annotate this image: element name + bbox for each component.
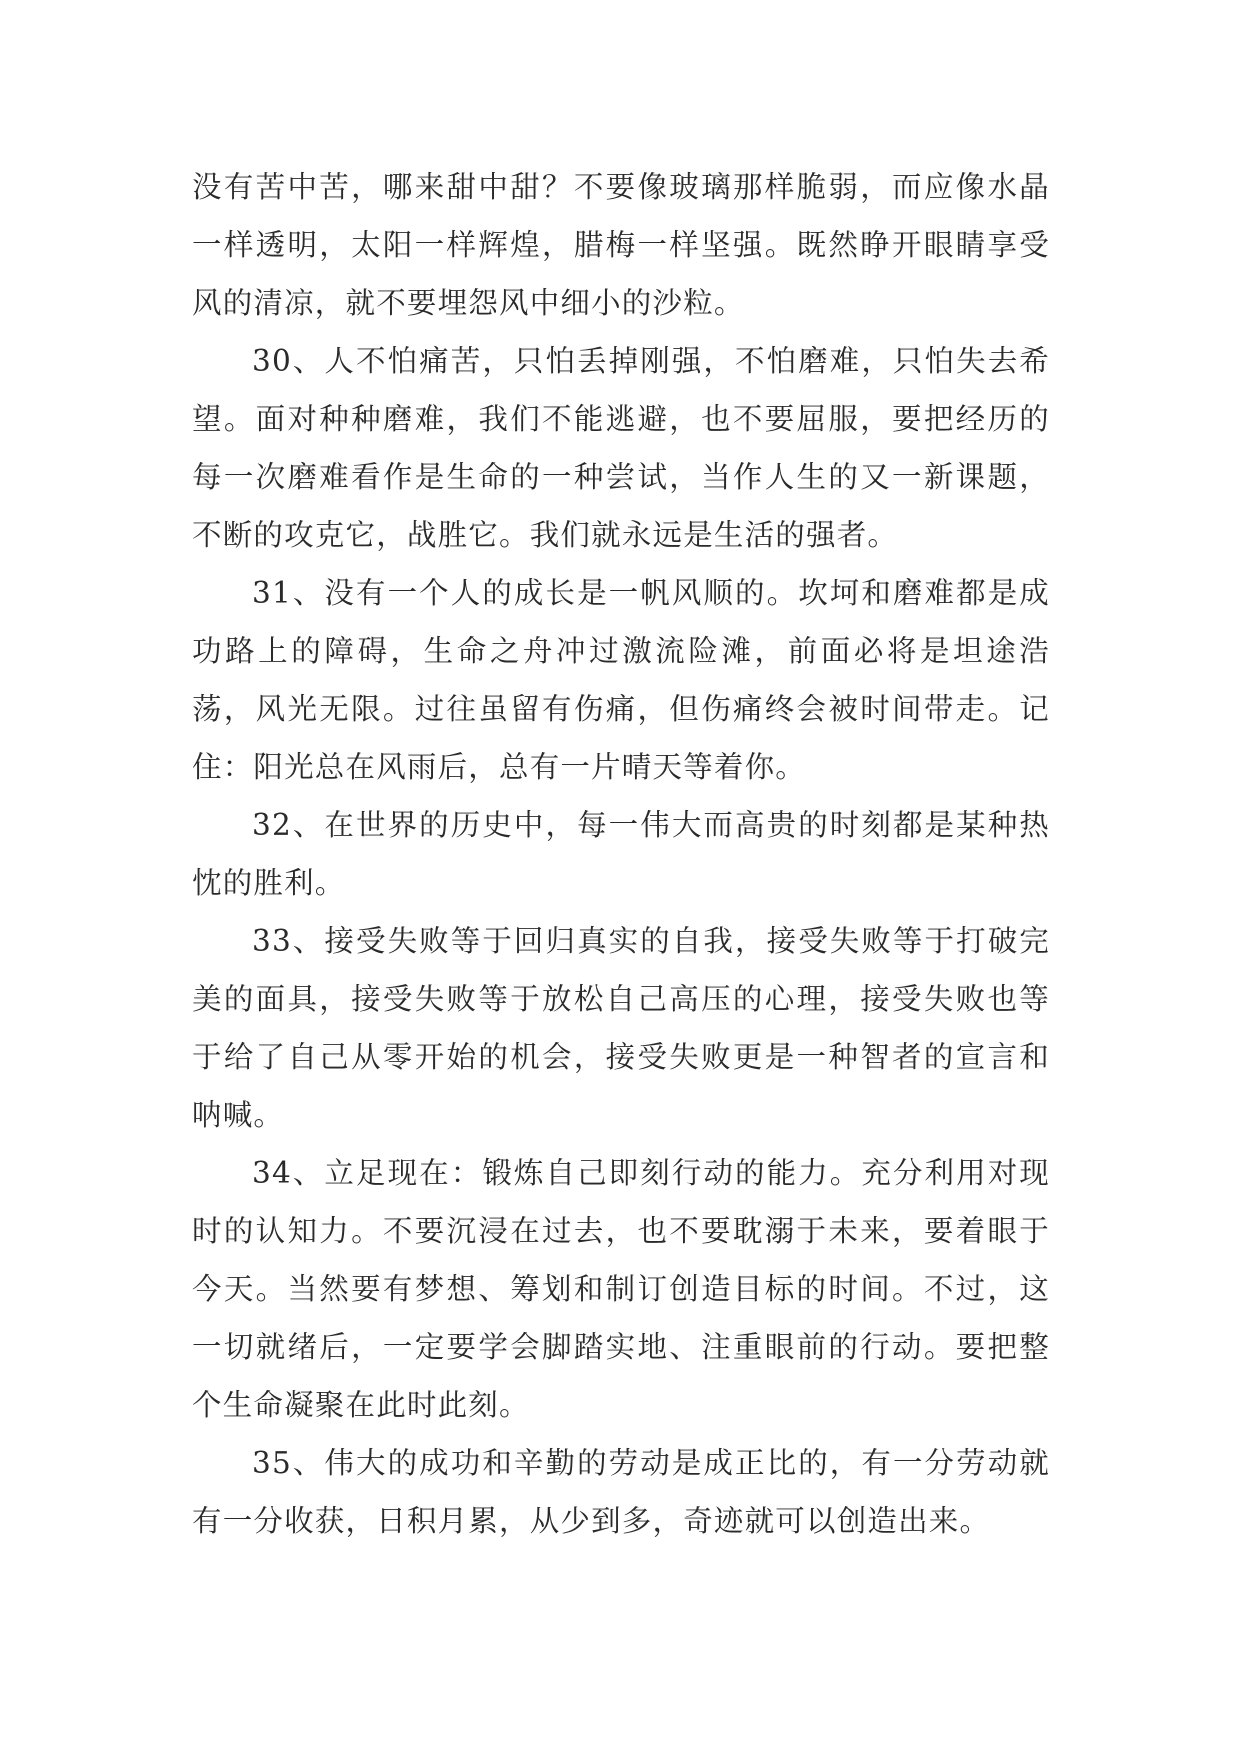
paragraph-31: 31、没有一个人的成长是一帆风顺的。坎坷和磨难都是成功路上的障碍，生命之舟冲过激流险滩，前面必将是坦途浩荡，风光无限。过往虽留有伤痛，但伤痛终会被时间带走。记住：阳光总在风雨后，总有一片晴天等着你。 (192, 576, 1050, 784)
paragraph-continuation: 没有苦中苦，哪来甜中甜？不要像玻璃那样脆弱，而应像水晶一样透明，太阳一样辉煌，腊梅一样坚强。既然睁开眼睛享受风的清凉，就不要埋怨风中细小的沙粒。 (192, 170, 1050, 320)
paragraph-30: 30、人不怕痛苦，只怕丢掉刚强，不怕磨难，只怕失去希望。面对种种磨难，我们不能逃避，也不要屈服，要把经历的每一次磨难看作是生命的一种尝试，当作人生的又一新课题，不断的攻克它，战胜它。我们就永远是生活的强者。 (192, 344, 1050, 552)
paragraph-35: 35、伟大的成功和辛勤的劳动是成正比的，有一分劳动就有一分收获，日积月累，从少到多，奇迹就可以创造出来。 (192, 1446, 1050, 1538)
document-body (192, 158, 1050, 1550)
paragraph-32: 32、在世界的历史中，每一伟大而高贵的时刻都是某种热忱的胜利。 (192, 808, 1050, 900)
paragraph-33: 33、接受失败等于回归真实的自我，接受失败等于打破完美的面具，接受失败等于放松自己高压的心理，接受失败也等于给了自己从零开始的机会，接受失败更是一种智者的宣言和呐喊。 (192, 924, 1050, 1132)
paragraph-34: 34、立足现在：锻炼自己即刻行动的能力。充分利用对现时的认知力。不要沉浸在过去，也不要耽溺于未来，要着眼于今天。当然要有梦想、筹划和制订创造目标的时间。不过，这一切就绪后，一定要学会脚踏实地、注重眼前的行动。要把整个生命凝聚在此时此刻。 (192, 1156, 1050, 1422)
